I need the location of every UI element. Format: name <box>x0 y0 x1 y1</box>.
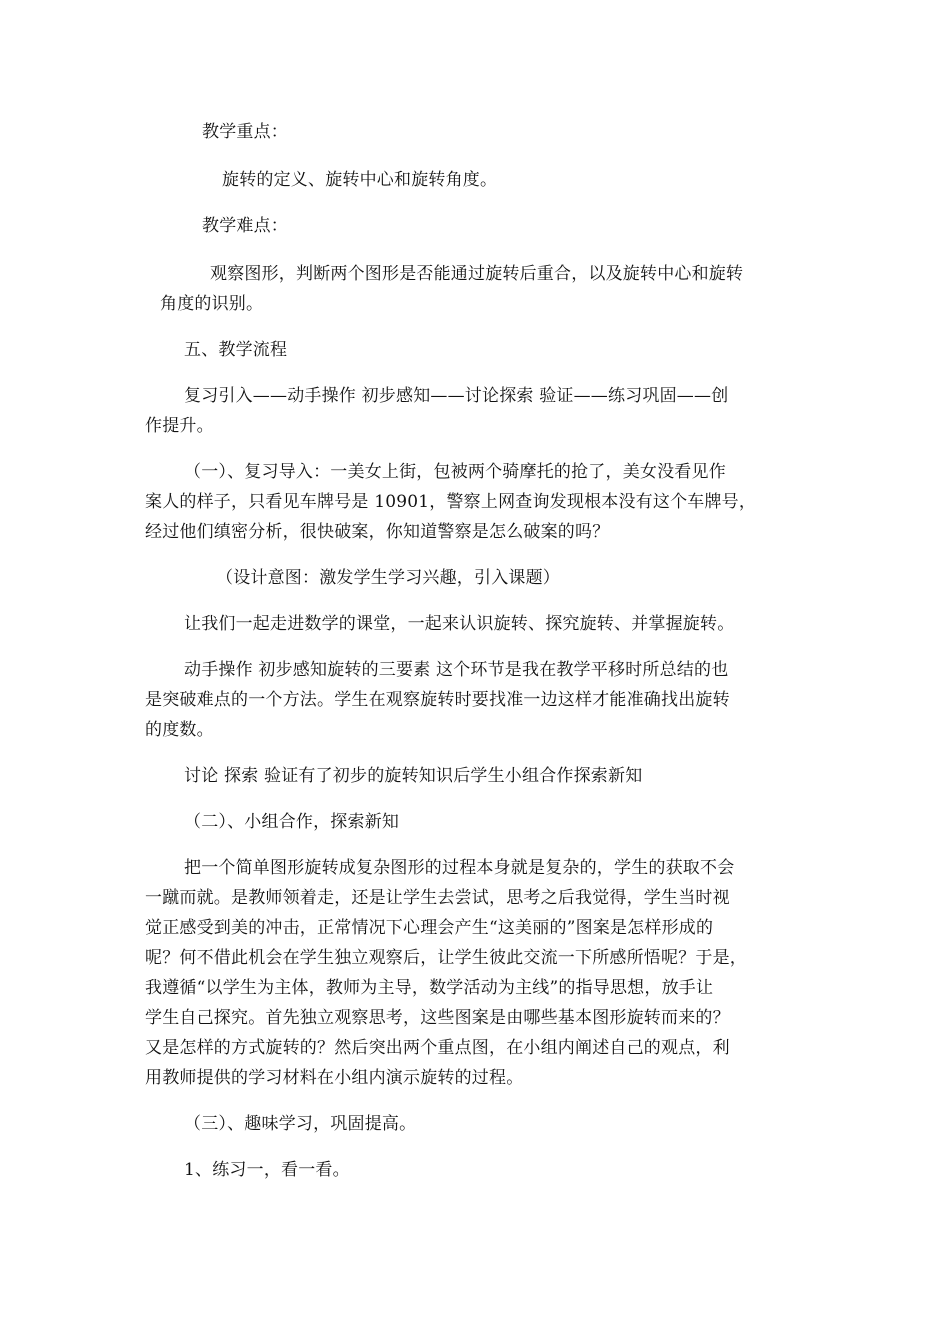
part-one-line-2: 案人的样子，只看见车牌号是 10901，警察上网查询发现根本没有这个车牌号， <box>145 492 757 512</box>
key-points-content: 旋转的定义、旋转中心和旋转角度。 <box>222 170 498 190</box>
part-two-line-2: 一蹴而就。是教师领着走，还是让学生去尝试，思考之后我觉得，学生当时视 <box>145 888 730 908</box>
key-points-heading: 教学重点： <box>202 122 288 142</box>
process-overview-line-2: 作提升。 <box>145 416 214 436</box>
difficult-points-line-1: 观察图形，判断两个图形是否能通过旋转后重合，以及旋转中心和旋转 <box>210 264 744 284</box>
part-two-line-3: 觉正感受到美的冲击，正常情况下心理会产生“这美丽的”图案是怎样形成的 <box>145 918 714 938</box>
part-two-heading: （二）、小组合作，探索新知 <box>184 812 400 832</box>
part-one-line-1: （一）、复习导入：一美女上街，包被两个骑摩托的抢了，美女没看见作 <box>184 462 726 482</box>
exercise-one: 1、练习一，看一看。 <box>184 1160 350 1180</box>
hands-on-line-1: 动手操作 初步感知旋转的三要素 这个环节是我在教学平移时所总结的也 <box>184 660 729 680</box>
part-two-line-5: 我遵循“以学生为主体，教师为主导，数学活动为主线”的指导思想，放手让 <box>145 978 714 998</box>
section-five-heading: 五、教学流程 <box>184 340 288 360</box>
lead-in: 让我们一起走进数学的课堂，一起来认识旋转、探究旋转、并掌握旋转。 <box>184 614 735 634</box>
part-two-line-7: 又是怎样的方式旋转的？然后突出两个重点图，在小组内阐述自己的观点，利 <box>145 1038 730 1058</box>
part-two-line-4: 呢？何不借此机会在学生独立观察后，让学生彼此交流一下所感所悟呢？于是， <box>145 948 747 968</box>
hands-on-line-3: 的度数。 <box>145 720 214 740</box>
part-two-line-8: 用教师提供的学习材料在小组内演示旋转的过程。 <box>145 1068 524 1088</box>
part-three-heading: （三）、趣味学习，巩固提高。 <box>184 1114 417 1134</box>
discussion: 讨论 探索 验证有了初步的旋转知识后学生小组合作探索新知 <box>184 766 643 786</box>
difficult-points-line-2: 角度的识别。 <box>160 294 264 314</box>
design-intent: （设计意图：激发学生学习兴趣，引入课题） <box>216 568 560 588</box>
part-two-line-6: 学生自己探究。首先独立观察思考，这些图案是由哪些基本图形旋转而来的？ <box>145 1008 730 1028</box>
difficult-points-heading: 教学难点： <box>202 216 288 236</box>
part-two-line-1: 把一个简单图形旋转成复杂图形的过程本身就是复杂的，学生的获取不会 <box>184 858 735 878</box>
hands-on-line-2: 是突破难点的一个方法。学生在观察旋转时要找准一边这样才能准确找出旋转 <box>145 690 730 710</box>
process-overview-line-1: 复习引入——动手操作 初步感知——讨论探索 验证——练习巩固——创 <box>184 386 729 406</box>
part-one-line-3: 经过他们缜密分析，很快破案，你知道警察是怎么破案的吗？ <box>145 522 610 542</box>
